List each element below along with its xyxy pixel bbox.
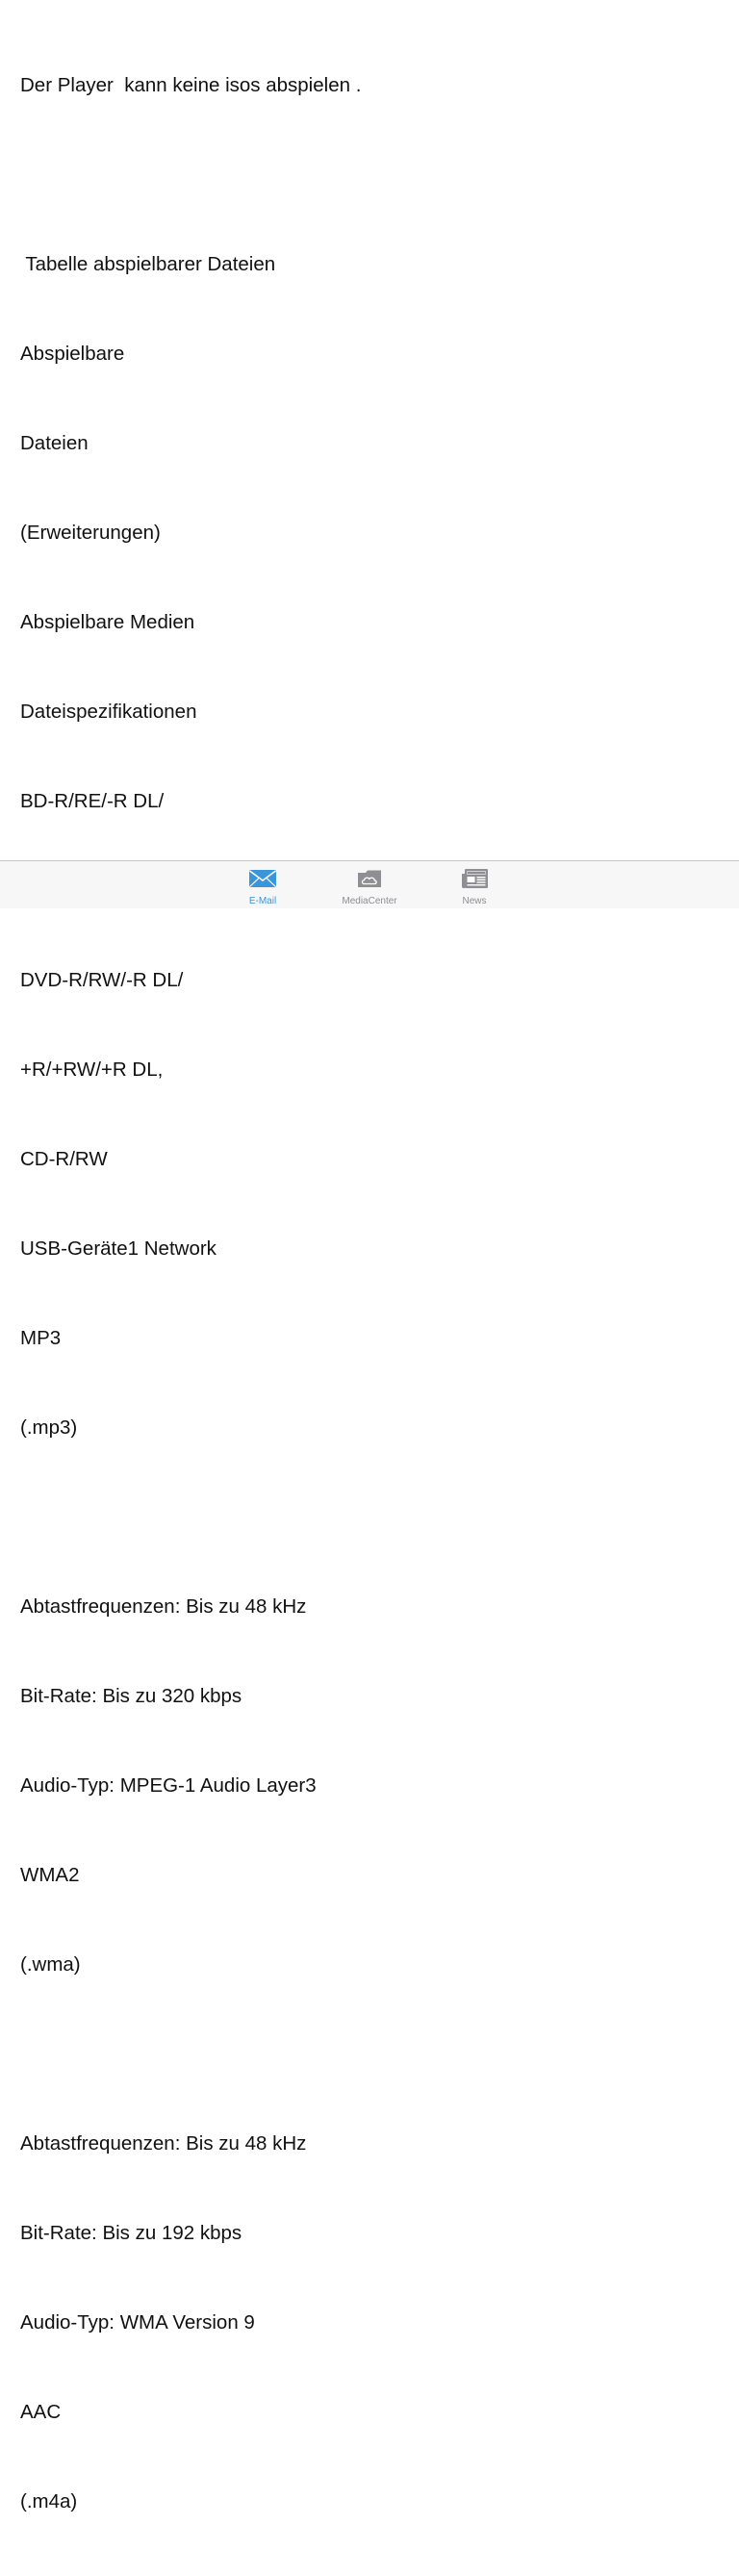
tab-news[interactable]: [426, 861, 522, 908]
body-line: USB-Geräte1 Network: [20, 1237, 217, 1260]
body-line: CD-R/RW: [20, 1148, 108, 1170]
body-line: [20, 2039, 723, 2069]
body-line: Abtastfrequenzen: Bis zu 48 kHz: [20, 1595, 307, 1618]
body-line: Abtastfrequenzen: Bis zu 48 kHz: [20, 2132, 307, 2155]
body-line: DVD-R/RW/-R DL/: [20, 969, 184, 991]
body-line: Tabelle abspielbarer Dateien: [20, 253, 276, 275]
body-line: (.wma): [20, 1953, 81, 1976]
body-line: Der Player kann keine isos abspielen .: [20, 74, 362, 96]
tab-email[interactable]: [215, 861, 311, 908]
body-line: MP3: [20, 1327, 62, 1349]
body-line: Audio-Typ: MPEG-1 Audio Layer3: [20, 1774, 317, 1797]
newspaper-icon: [460, 867, 489, 890]
body-line: [20, 1502, 723, 1532]
body-line: Dateispezifikationen: [20, 701, 197, 723]
cloud-folder-icon: [355, 867, 384, 890]
tab-email-label: E-Mail: [248, 896, 277, 906]
body-line: Bit-Rate: Bis zu 192 kbps: [20, 2222, 242, 2244]
body-line: Dateien: [20, 432, 89, 454]
body-line: WMA2: [20, 1864, 80, 1886]
body-line: Bit-Rate: Bis zu 320 kbps: [20, 1685, 242, 1707]
body-line: Abspielbare Medien: [20, 611, 195, 633]
body-line: (Erweiterungen): [20, 522, 161, 544]
body-line: Audio-Typ: WMA Version 9: [20, 2311, 255, 2334]
mail-envelope-icon: [248, 867, 277, 890]
body-line: (.mp3): [20, 1416, 78, 1439]
message-body: [20, 11, 723, 2576]
tab-news-label: News: [462, 896, 487, 906]
body-line: BD-R/RE/-R DL/: [20, 790, 165, 812]
tab-bar: [0, 860, 739, 908]
body-line: [20, 160, 723, 190]
body-line: Abspielbare: [20, 343, 125, 365]
body-line: AAC: [20, 2401, 62, 2423]
tab-mediacenter[interactable]: [321, 861, 418, 908]
body-line: +R/+RW/+R DL,: [20, 1058, 164, 1081]
body-line: (.m4a): [20, 2490, 78, 2512]
tab-mediacenter-label: MediaCenter: [342, 896, 397, 906]
